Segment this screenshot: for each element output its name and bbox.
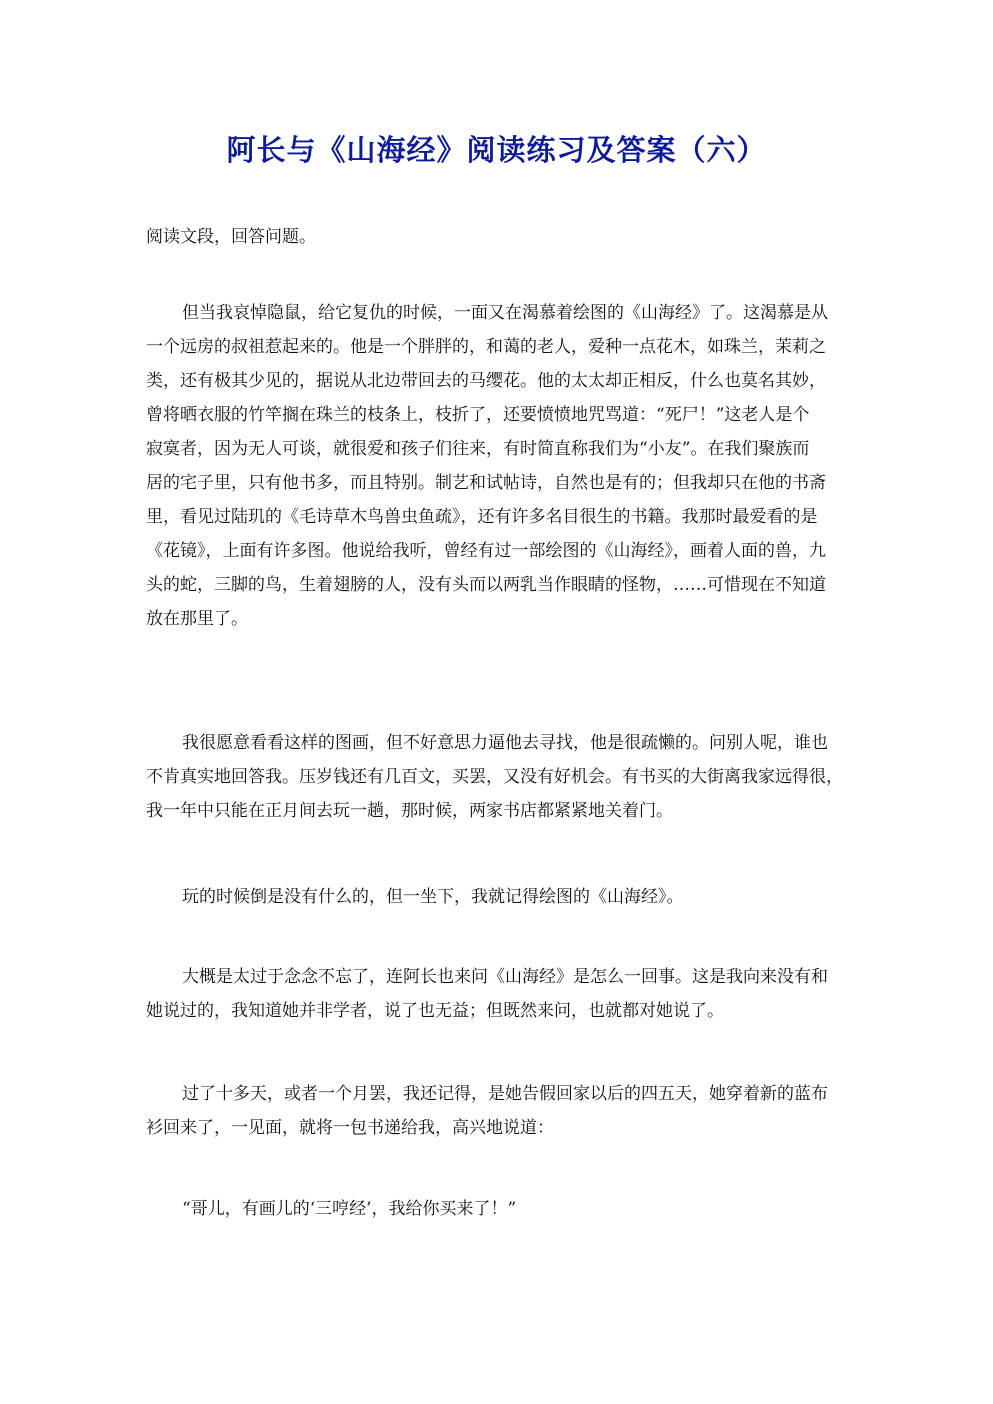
paragraph-line: 居的宅子里，只有他书多，而且特别。制艺和试帖诗，自然也是有的；但我却只在他的书斋	[146, 473, 826, 493]
paragraph-line: 我一年中只能在正月间去玩一趟，那时候，两家书店都紧紧地关着门。	[146, 801, 673, 821]
paragraph-line: 《花镜》，上面有许多图。他说给我听，曾经有过一部绘图的《山海经》，画着人面的兽，九	[146, 541, 826, 561]
paragraph-4	[146, 960, 828, 1028]
paragraph-5	[146, 1077, 828, 1145]
paragraph-line: 寂寞者，因为无人可谈，就很爱和孩子们往来，有时简直称我们为“小友”。在我们聚族而	[146, 439, 810, 459]
paragraph-line: 里，看见过陆玑的《毛诗草木鸟兽虫鱼疏》，还有许多名目很生的书籍。我那时最爱看的是	[146, 507, 818, 527]
paragraph-line: 她说过的，我知道她并非学者，说了也无益；但既然来问，也就都对她说了。	[146, 1001, 724, 1021]
paragraph-line: 但当我哀悼隐鼠，给它复仇的时候，一面又在渴慕着绘图的《山海经》了。这渴慕是从	[182, 303, 828, 323]
paragraph-line: 一个远房的叔祖惹起来的。他是一个胖胖的，和蔼的老人，爱种一点花木，如珠兰，茉莉之	[146, 337, 826, 357]
paragraph-line: 放在那里了。	[146, 609, 248, 629]
document-title: 阿长与《山海经》阅读练习及答案（六）	[226, 133, 767, 167]
paragraph-line: 过了十多天，或者一个月罢，我还记得，是她告假回家以后的四五天，她穿着新的蓝布	[182, 1084, 828, 1104]
paragraph-line: “哥儿，有画儿的‘三哼经’，我给你买来了！”	[182, 1199, 517, 1219]
paragraph-6	[146, 1192, 516, 1226]
paragraph-line: 玩的时候倒是没有什么的，但一坐下，我就记得绘图的《山海经》。	[182, 887, 684, 907]
paragraph-line: 不肯真实地回答我。压岁钱还有几百文，买罢，又没有好机会。有书买的大街离我家远得很，	[146, 767, 843, 787]
paragraph-line: 曾将晒衣服的竹竿搁在珠兰的枝条上，枝折了，还要愤愤地咒骂道：“死尸！”这老人是个	[146, 405, 810, 425]
paragraph-3	[146, 880, 684, 914]
paragraph-1	[146, 296, 828, 636]
paragraph-line: 我很愿意看看这样的图画，但不好意思力逼他去寻找，他是很疏懒的。问别人呢，谁也	[182, 733, 828, 753]
paragraph-2	[146, 726, 843, 828]
paragraph-line: 大概是太过于念念不忘了，连阿长也来问《山海经》是怎么一回事。这是我向来没有和	[182, 967, 828, 987]
intro-instruction: 阅读文段，回答问题。	[146, 227, 316, 247]
paragraph-line: 头的蛇，三脚的鸟，生着翅膀的人，没有头而以两乳当作眼睛的怪物，……可惜现在不知道	[146, 575, 826, 595]
paragraph-line: 衫回来了，一见面，就将一包书递给我，高兴地说道：	[146, 1118, 554, 1138]
paragraph-line: 类，还有极其少见的，据说从北边带回去的马缨花。他的太太却正相反，什么也莫名其妙，	[146, 371, 826, 391]
